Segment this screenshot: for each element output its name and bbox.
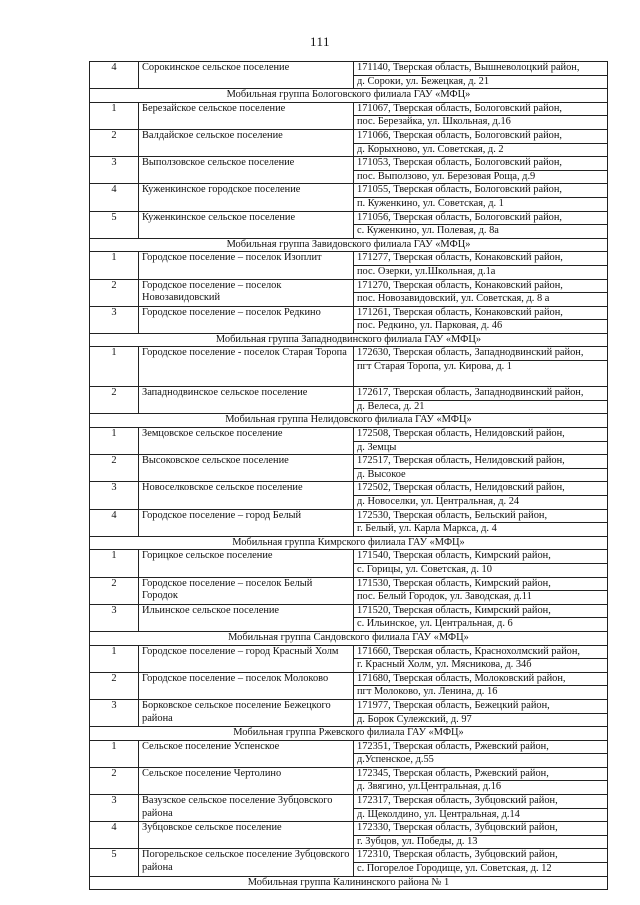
group-title: Мобильная группа Сандовского филиала ГАУ «МФЦ» (90, 631, 608, 645)
group-header-row (90, 238, 608, 252)
address-line: 171053, Тверская область, Бологовский район, (357, 157, 562, 169)
address-line: 171277, Тверская область, Конаковский район, (357, 252, 563, 264)
table-row (90, 306, 608, 333)
address-line: 171680, Тверская область, Молоковский район, (357, 672, 566, 684)
group-header-row (90, 727, 608, 741)
settlement-address (354, 387, 608, 414)
table-row (90, 672, 608, 699)
address-line: 172617, Тверская область, Западнодвинский район, (357, 387, 584, 399)
group-header-row (90, 333, 608, 347)
address-line: 171660, Тверская область, Краснохолмский район, (357, 645, 581, 657)
group-header-row (90, 631, 608, 645)
row-number: 1 (90, 645, 139, 672)
table-row (90, 102, 608, 129)
address-line: д. Сороки, ул. Бежецкая, д. 21 (354, 75, 607, 89)
address-line: 172317, Тверская область, Зубцовский район, (357, 795, 558, 807)
table-row (90, 184, 608, 211)
settlement-name: Новоселковское сельское поселение (139, 482, 354, 509)
settlement-address (354, 306, 608, 333)
settlement-address (354, 482, 608, 509)
address-line: г. Зубцов, ул. Победы, д. 13 (354, 835, 607, 849)
table-row (90, 252, 608, 279)
address-line: пос. Редкино, ул. Парковая, д. 46 (354, 319, 607, 333)
address-line: 172508, Тверская область, Нелидовский район, (357, 428, 565, 440)
address-line: 171067, Тверская область, Бологовский район, (357, 102, 562, 114)
settlement-address (354, 849, 608, 876)
table-row (90, 849, 608, 876)
table-row (90, 387, 608, 414)
settlement-address (354, 509, 608, 536)
address-line: 172351, Тверская область, Ржевский район, (357, 740, 549, 752)
settlement-address (354, 279, 608, 306)
group-title: Мобильная группа Западнодвинского филиала ГАУ «МФЦ» (90, 333, 608, 347)
row-number: 4 (90, 822, 139, 849)
address-line: пос. Новозавидовский, ул. Советская, д. 8 а (354, 292, 607, 306)
settlement-name: Городское поселение – поселок Белый Городок (139, 577, 354, 604)
table-row (90, 795, 608, 822)
settlement-address (354, 211, 608, 238)
table-row (90, 822, 608, 849)
settlement-address (354, 645, 608, 672)
settlement-address (354, 795, 608, 822)
settlement-address (354, 62, 608, 89)
address-line: 171066, Тверская область, Бологовский район, (357, 129, 562, 141)
table-row (90, 62, 608, 89)
settlement-name: Западнодвинское сельское поселение (139, 387, 354, 414)
table-row (90, 157, 608, 184)
settlement-address (354, 184, 608, 211)
settlement-address (354, 550, 608, 577)
table-row (90, 455, 608, 482)
settlement-address (354, 822, 608, 849)
settlement-address (354, 740, 608, 767)
row-number: 1 (90, 740, 139, 767)
table-row (90, 645, 608, 672)
row-number: 3 (90, 699, 139, 726)
address-line: 171530, Тверская область, Кимрский район, (357, 577, 551, 589)
group-header-row (90, 536, 608, 550)
address-spacer (354, 374, 607, 387)
row-number: 2 (90, 577, 139, 604)
table-row (90, 428, 608, 455)
address-line: д.Успенское, д.55 (354, 753, 607, 767)
row-number: 4 (90, 62, 139, 89)
settlement-name: Вазузское сельское поселение Зубцовского района (139, 795, 354, 822)
group-header-row (90, 876, 608, 890)
settlement-name: Городское поселение – город Белый (139, 509, 354, 536)
address-line: 171055, Тверская область, Бологовский район, (357, 184, 562, 196)
table-row (90, 767, 608, 794)
address-line: г. Белый, ул. Карла Маркса, д. 4 (354, 522, 607, 536)
group-header-row (90, 89, 608, 103)
row-number: 5 (90, 849, 139, 876)
address-line: пос. Белый Городок, ул. Заводская, д.11 (354, 590, 607, 604)
settlement-address (354, 672, 608, 699)
address-line: 171270, Тверская область, Конаковский район, (357, 279, 563, 291)
address-line: пос. Выползово, ул. Березовая Роща, д.9 (354, 170, 607, 184)
settlement-name: Борковское сельское поселение Бежецкого района (139, 699, 354, 726)
row-number: 3 (90, 604, 139, 631)
settlement-address (354, 767, 608, 794)
settlement-name: Городское поселение – поселок Редкино (139, 306, 354, 333)
address-line: 172530, Тверская область, Бельский район, (357, 509, 548, 521)
address-line: д. Велеса, д. 21 (354, 400, 607, 414)
address-line: п. Куженкино, ул. Советская, д. 1 (354, 197, 607, 211)
row-number: 5 (90, 211, 139, 238)
address-line: д. Земцы (354, 441, 607, 455)
settlement-name: Куженкинское городское поселение (139, 184, 354, 211)
settlement-address (354, 577, 608, 604)
row-number: 2 (90, 279, 139, 306)
settlement-name: Городское поселение – поселок Новозавидовский (139, 279, 354, 306)
address-line: д. Корыхново, ул. Советская, д. 2 (354, 143, 607, 157)
table-row (90, 482, 608, 509)
settlement-name: Валдайское сельское поселение (139, 129, 354, 156)
address-line: пгт Старая Торопа, ул. Кирова, д. 1 (354, 360, 607, 374)
address-line: 171520, Тверская область, Кимрский район, (357, 604, 551, 616)
address-line: 172345, Тверская область, Ржевский район, (357, 767, 549, 779)
settlement-name: Зубцовское сельское поселение (139, 822, 354, 849)
row-number: 1 (90, 550, 139, 577)
row-number: 4 (90, 184, 139, 211)
settlement-address (354, 102, 608, 129)
settlement-name: Высоковское сельское поселение (139, 455, 354, 482)
settlement-name: Сорокинское сельское поселение (139, 62, 354, 89)
address-line: 171261, Тверская область, Конаковский район, (357, 306, 563, 318)
table-row (90, 347, 608, 387)
address-line: д. Новоселки, ул. Центральная, д. 24 (354, 495, 607, 509)
table-body (90, 62, 608, 890)
row-number: 2 (90, 129, 139, 156)
settlement-address (354, 252, 608, 279)
settlement-name: Городское поселение - поселок Старая Торопа (139, 347, 354, 387)
address-line: 172330, Тверская область, Зубцовский район, (357, 822, 558, 834)
settlement-name: Куженкинское сельское поселение (139, 211, 354, 238)
address-line: с. Ильинское, ул. Центральная, д. 6 (354, 617, 607, 631)
settlement-name: Сельское поселение Успенское (139, 740, 354, 767)
group-title: Мобильная группа Калининского района № 1 (90, 876, 608, 890)
settlement-address (354, 604, 608, 631)
table-row (90, 279, 608, 306)
group-title: Мобильная группа Нелидовского филиала ГАУ «МФЦ» (90, 414, 608, 428)
group-title: Мобильная группа Бологовского филиала ГАУ «МФЦ» (90, 89, 608, 103)
table-row (90, 129, 608, 156)
table-row (90, 699, 608, 726)
group-title: Мобильная группа Завидовского филиала ГАУ «МФЦ» (90, 238, 608, 252)
row-number: 3 (90, 795, 139, 822)
table-row (90, 211, 608, 238)
address-line: 172517, Тверская область, Нелидовский район, (357, 455, 565, 467)
address-line: д. Звягино, ул.Центральная, д.16 (354, 780, 607, 794)
address-line: 171977, Тверская область, Бежецкий район, (357, 699, 550, 711)
settlement-name: Выползовское сельское поселение (139, 157, 354, 184)
row-number: 3 (90, 482, 139, 509)
table-row (90, 740, 608, 767)
row-number: 2 (90, 455, 139, 482)
address-line: д. Щеколдино, ул. Центральная, д.14 (354, 808, 607, 822)
settlement-address (354, 129, 608, 156)
row-number: 1 (90, 102, 139, 129)
address-line: 171140, Тверская область, Вышневолоцкий район, (357, 62, 580, 73)
settlement-name: Городское поселение – город Красный Холм (139, 645, 354, 672)
address-line: с. Погорелое Городище, ул. Советская, д. 12 (354, 862, 607, 876)
mfc-mobile-groups-table (89, 61, 608, 890)
address-line: пгт Молоково, ул. Ленина, д. 16 (354, 685, 607, 699)
table-row (90, 509, 608, 536)
row-number: 3 (90, 306, 139, 333)
table-row (90, 604, 608, 631)
settlement-address (354, 347, 608, 387)
row-number: 3 (90, 157, 139, 184)
table-row (90, 550, 608, 577)
group-title: Мобильная группа Ржевского филиала ГАУ «МФЦ» (90, 727, 608, 741)
address-line: 171540, Тверская область, Кимрский район, (357, 550, 551, 562)
row-number: 2 (90, 387, 139, 414)
settlement-address (354, 699, 608, 726)
address-line: с. Горицы, ул. Советская, д. 10 (354, 563, 607, 577)
address-line: пос. Березайка, ул. Школьная, д.16 (354, 115, 607, 129)
group-header-row (90, 414, 608, 428)
address-line: 172502, Тверская область, Нелидовский район, (357, 482, 565, 494)
address-line: д. Высокое (354, 468, 607, 482)
settlement-name: Городское поселение – поселок Молоково (139, 672, 354, 699)
settlement-name: Городское поселение – поселок Изоплит (139, 252, 354, 279)
row-number: 1 (90, 252, 139, 279)
row-number: 2 (90, 672, 139, 699)
settlement-name: Погорельское сельское поселение Зубцовского района (139, 849, 354, 876)
row-number: 2 (90, 767, 139, 794)
address-line: д. Борок Сулежский, д. 97 (354, 713, 607, 727)
row-number: 1 (90, 347, 139, 387)
settlement-name: Ильинское сельское поселение (139, 604, 354, 631)
page-number: 111 (309, 34, 331, 49)
table-row (90, 577, 608, 604)
address-line: г. Красный Холм, ул. Мясникова, д. 34б (354, 658, 607, 672)
address-line: пос. Озерки, ул.Школьная, д.1а (354, 265, 607, 279)
settlement-address (354, 455, 608, 482)
settlement-address (354, 428, 608, 455)
group-title: Мобильная группа Кимрского филиала ГАУ «МФЦ» (90, 536, 608, 550)
address-line: 172310, Тверская область, Зубцовский район, (357, 849, 558, 861)
settlement-name: Березайское сельское поселение (139, 102, 354, 129)
address-line: 171056, Тверская область, Бологовский район, (357, 211, 562, 223)
settlement-address (354, 157, 608, 184)
settlement-name: Сельское поселение Чертолино (139, 767, 354, 794)
row-number: 4 (90, 509, 139, 536)
settlement-name: Горицкое сельское поселение (139, 550, 354, 577)
settlement-name: Земцовское сельское поселение (139, 428, 354, 455)
address-line: 172630, Тверская область, Западнодвинский район, (357, 347, 584, 359)
row-number: 1 (90, 428, 139, 455)
address-line: с. Куженкино, ул. Полевая, д. 8а (354, 224, 607, 238)
